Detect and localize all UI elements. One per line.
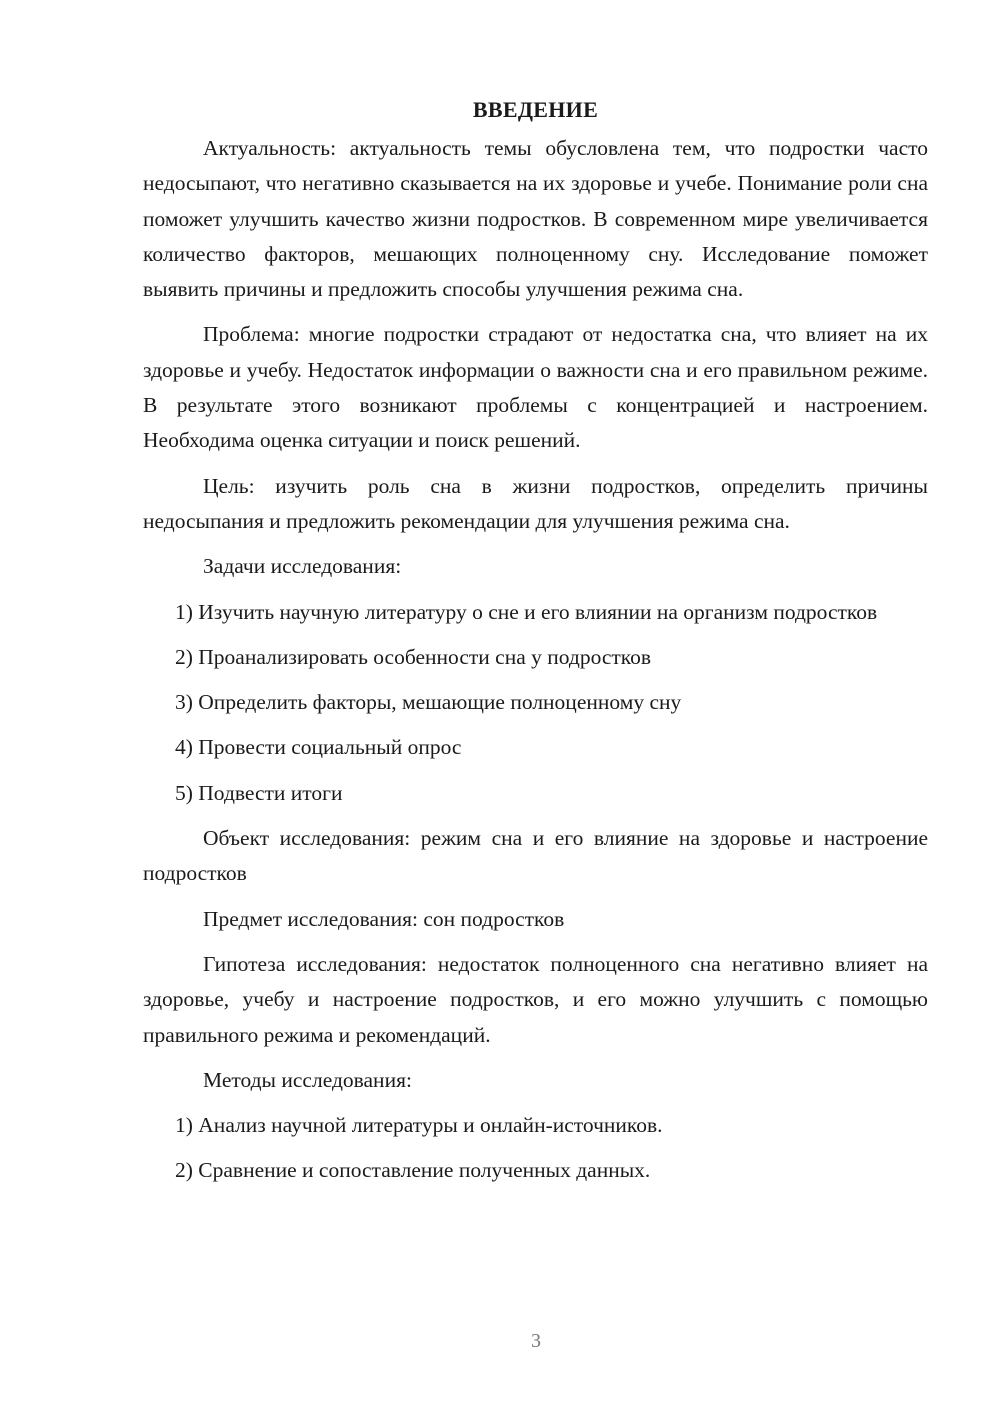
- task-item-5: 5) Подвести итоги: [175, 780, 343, 805]
- task-item-3: 3) Определить факторы, мешающие полноценному сну: [175, 690, 682, 715]
- document-page: [143, 92, 928, 1199]
- relevance-paragraph: Актуальность: актуальность темы обусловлена тем, что подростки часто недосыпают, что негативно сказывается на их здоровье и учебе. Понимание роли сна поможет улучшить качество жизни подростков. В современном мире увеличивается количество факторов, мешающих полноценному сну. Исследование поможет выявить причины и предложить способы улучшения режима сна.: [143, 136, 928, 302]
- task-item-2: 2) Проанализировать особенности сна у подростков: [175, 644, 652, 669]
- subject-paragraph: Предмет исследования: сон подростков: [203, 906, 565, 931]
- method-item-1: 1) Анализ научной литературы и онлайн-источников.: [175, 1113, 663, 1138]
- hypothesis-paragraph: Гипотеза исследования: недостаток полноценного сна негативно влияет на здоровье, учебу и настроение подростков, и его можно улучшить с помощью правильного режима и рекомендаций.: [143, 951, 928, 1047]
- methods-heading: Методы исследования:: [203, 1067, 412, 1092]
- page-number: 3: [531, 1330, 541, 1352]
- object-paragraph: Объект исследования: режим сна и его влияние на здоровье и настроение подростков: [143, 826, 928, 886]
- task-item-1: 1) Изучить научную литературу о сне и его влиянии на организм подростков: [175, 599, 878, 624]
- problem-paragraph: Проблема: многие подростки страдают от недостатка сна, что влияет на их здоровье и учебу. Недостаток информации о важности сна и его правильном режиме. В результате этого возникают проблемы с концентрацией и настроением. Необходима оценка ситуации и поиск решений.: [143, 322, 928, 453]
- task-item-4: 4) Провести социальный опрос: [175, 735, 462, 760]
- goal-paragraph: Цель: изучить роль сна в жизни подростков, определить причины недосыпания и предложить рекомендации для улучшения режима сна.: [143, 473, 928, 533]
- method-item-2: 2) Сравнение и сопоставление полученных данных.: [175, 1158, 651, 1183]
- tasks-heading: Задачи исследования:: [203, 554, 402, 579]
- section-title: ВВЕДЕНИЕ: [472, 97, 599, 122]
